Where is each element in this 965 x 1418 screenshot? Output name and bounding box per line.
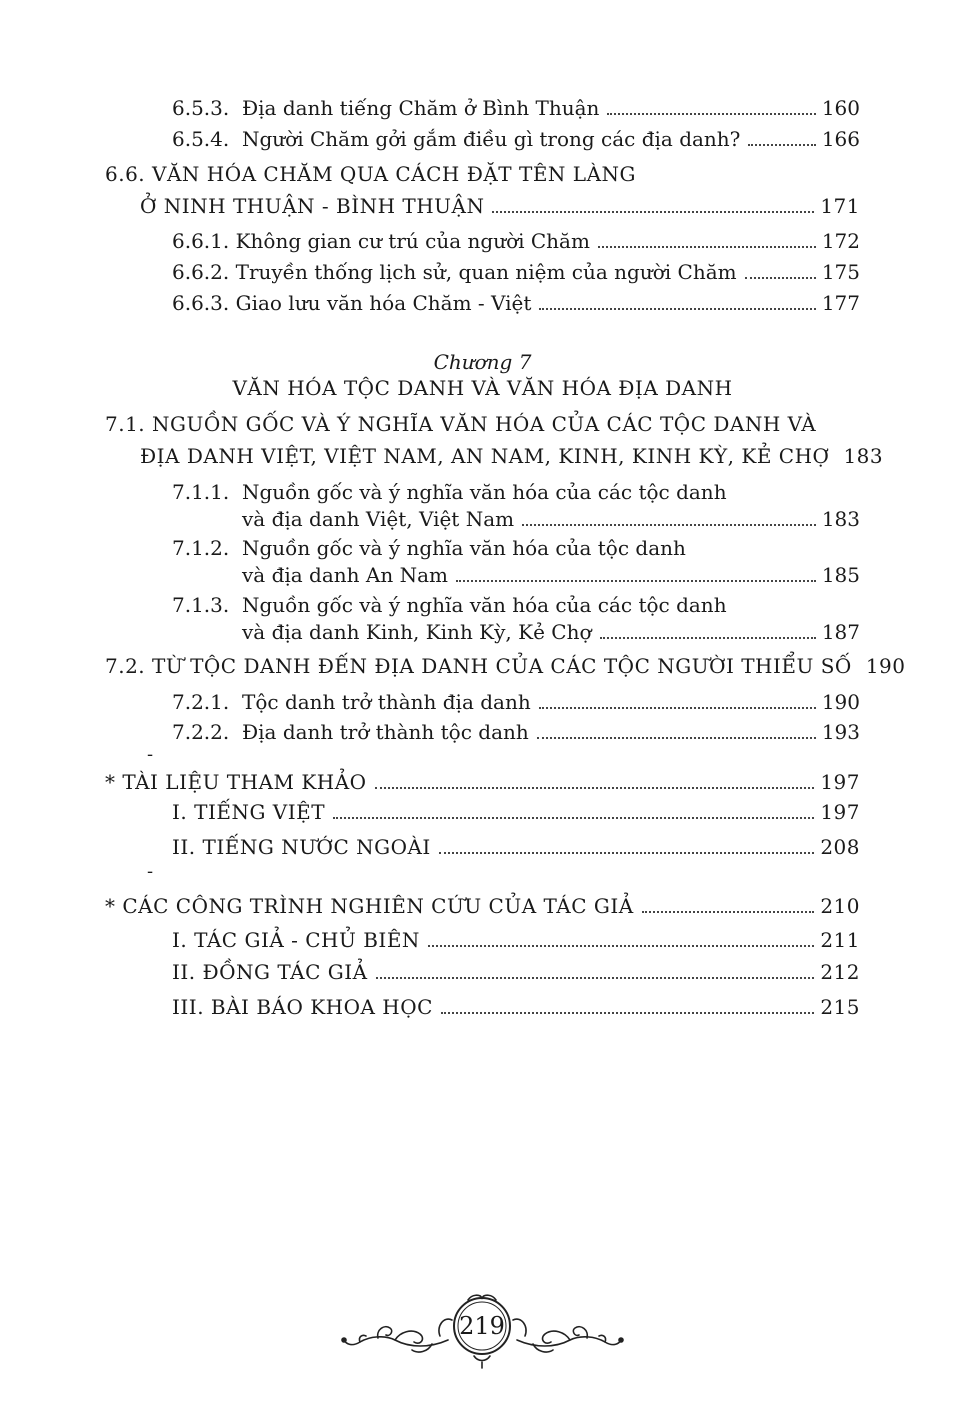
dot-leader (539, 308, 815, 310)
dot-leader (376, 977, 815, 979)
entry-page: 190 (865, 654, 906, 678)
separator-dash: - (147, 744, 154, 765)
entry-page: 197 (820, 800, 860, 824)
dot-leader (522, 524, 816, 526)
entry-page: 193 (821, 720, 860, 744)
entry-page: 210 (820, 894, 860, 918)
entry-title: II. ĐỒNG TÁC GIẢ (172, 960, 368, 984)
toc-works-coauthor (172, 960, 860, 984)
chapter-title: VĂN HÓA TỘC DANH VÀ VĂN HÓA ĐỊA DANH (232, 376, 733, 400)
entry-title: và địa danh Việt, Việt Nam (242, 507, 515, 531)
toc-entry-6-5-4 (172, 127, 860, 151)
toc-works-articles (172, 995, 860, 1019)
entry-title: Tộc danh trở thành địa danh (242, 690, 531, 714)
toc-references-foreign (172, 835, 860, 859)
toc-references-vietnamese (172, 800, 860, 824)
dot-leader (492, 211, 814, 213)
toc-section-6-6-line1: 6.6. VĂN HÓA CHĂM QUA CÁCH ĐẶT TÊN LÀNG (105, 162, 636, 186)
dot-leader (441, 1012, 814, 1014)
entry-title: II. TIẾNG NƯỚC NGOÀI (172, 835, 431, 859)
dot-leader (428, 945, 814, 947)
dot-leader (456, 580, 816, 582)
entry-page: 187 (821, 620, 860, 644)
toc-section-7-1 (140, 444, 884, 468)
entry-number: 6.5.3. (172, 96, 230, 120)
dot-leader (439, 852, 814, 854)
toc-entry-7-1-3-line1: Nguồn gốc và ý nghĩa văn hóa của các tộc danh (242, 593, 727, 617)
toc-entry-6-6-2 (172, 260, 860, 284)
entry-title: 7.2. TỪ TỘC DANH ĐẾN ĐỊA DANH CỦA CÁC TỘC NGƯỜI THIỂU SỐ (105, 654, 852, 678)
toc-author-works (105, 894, 860, 918)
entry-page: 183 (821, 507, 860, 531)
entry-page: 211 (820, 928, 860, 952)
dot-leader (539, 707, 816, 709)
dot-leader (333, 817, 814, 819)
entry-title: và địa danh Kinh, Kinh Kỳ, Kẻ Chợ (242, 620, 592, 644)
toc-entry-6-6-3 (172, 291, 860, 315)
toc-section-7-1-line1: 7.1. NGUỒN GỐC VÀ Ý NGHĨA VĂN HÓA CỦA CÁC TỘC DANH VÀ (105, 412, 817, 436)
toc-references (105, 770, 860, 794)
dot-leader (600, 637, 816, 639)
entry-title: I. TÁC GIẢ - CHỦ BIÊN (172, 928, 420, 952)
entry-title: Địa danh trở thành tộc danh (242, 720, 529, 744)
entry-page: 171 (820, 194, 860, 218)
toc-entry-7-1-3 (242, 620, 860, 644)
toc-section-7-2 (105, 654, 906, 678)
toc-entry-7-1-1-number: 7.1.1. (172, 480, 230, 504)
entry-page: 177 (821, 291, 860, 315)
page-footer (340, 1292, 625, 1372)
page-number: 219 (459, 1312, 505, 1340)
toc-entry-7-1-2-number: 7.1.2. (172, 536, 230, 560)
entry-page: 185 (821, 563, 860, 587)
separator-dash: - (147, 861, 154, 882)
entry-page: 190 (821, 690, 860, 714)
entry-title: Ở NINH THUẬN - BÌNH THUẬN (140, 194, 485, 218)
entry-title: Địa danh tiếng Chăm ở Bình Thuận (242, 96, 600, 120)
toc-works-author-editor (172, 928, 860, 952)
entry-title: Người Chăm gởi gắm điều gì trong các địa danh? (242, 127, 741, 151)
dot-leader (745, 277, 816, 279)
toc-entry-7-1-2-line1: Nguồn gốc và ý nghĩa văn hóa của tộc danh (242, 536, 686, 560)
entry-number: 7.2.1. (172, 690, 230, 714)
entry-page: 212 (820, 960, 860, 984)
entry-title: * CÁC CÔNG TRÌNH NGHIÊN CỨU CỦA TÁC GIẢ (105, 894, 634, 918)
toc-entry-7-2-2 (172, 720, 860, 744)
entry-page: 160 (821, 96, 860, 120)
entry-title: 6.6.3. Giao lưu văn hóa Chăm - Việt (172, 291, 532, 315)
dot-leader (642, 911, 815, 913)
entry-title: I. TIẾNG VIỆT (172, 800, 326, 824)
dot-leader (598, 246, 816, 248)
entry-number: 6.5.4. (172, 127, 230, 151)
entry-title: * TÀI LIỆU THAM KHẢO (105, 770, 367, 794)
toc-section-6-6 (140, 194, 860, 218)
entry-title: 6.6.1. Không gian cư trú của người Chăm (172, 229, 590, 253)
toc-entry-7-1-3-number: 7.1.3. (172, 593, 230, 617)
dot-leader (607, 113, 815, 115)
dot-leader (537, 737, 816, 739)
toc-entry-6-5-3 (172, 96, 860, 120)
entry-title: III. BÀI BÁO KHOA HỌC (172, 995, 433, 1019)
toc-entry-7-2-1 (172, 690, 860, 714)
entry-title: 6.6.2. Truyền thống lịch sử, quan niệm của người Chăm (172, 260, 737, 284)
chapter-label: Chương 7 (433, 350, 532, 374)
dot-leader (375, 787, 815, 789)
dot-leader (748, 144, 815, 146)
toc-entry-7-1-1 (242, 507, 860, 531)
entry-page: 215 (820, 995, 860, 1019)
entry-page: 183 (843, 444, 884, 468)
entry-title: và địa danh An Nam (242, 563, 448, 587)
entry-number: 7.2.2. (172, 720, 230, 744)
entry-page: 166 (821, 127, 860, 151)
toc-entry-7-1-1-line1: Nguồn gốc và ý nghĩa văn hóa của các tộc danh (242, 480, 727, 504)
entry-title: ĐỊA DANH VIỆT, VIỆT NAM, AN NAM, KINH, KINH KỲ, KẺ CHỢ (140, 444, 830, 468)
entry-page: 208 (820, 835, 860, 859)
entry-page: 197 (820, 770, 860, 794)
entry-page: 172 (821, 229, 860, 253)
entry-page: 175 (821, 260, 860, 284)
toc-entry-6-6-1 (172, 229, 860, 253)
toc-entry-7-1-2 (242, 563, 860, 587)
